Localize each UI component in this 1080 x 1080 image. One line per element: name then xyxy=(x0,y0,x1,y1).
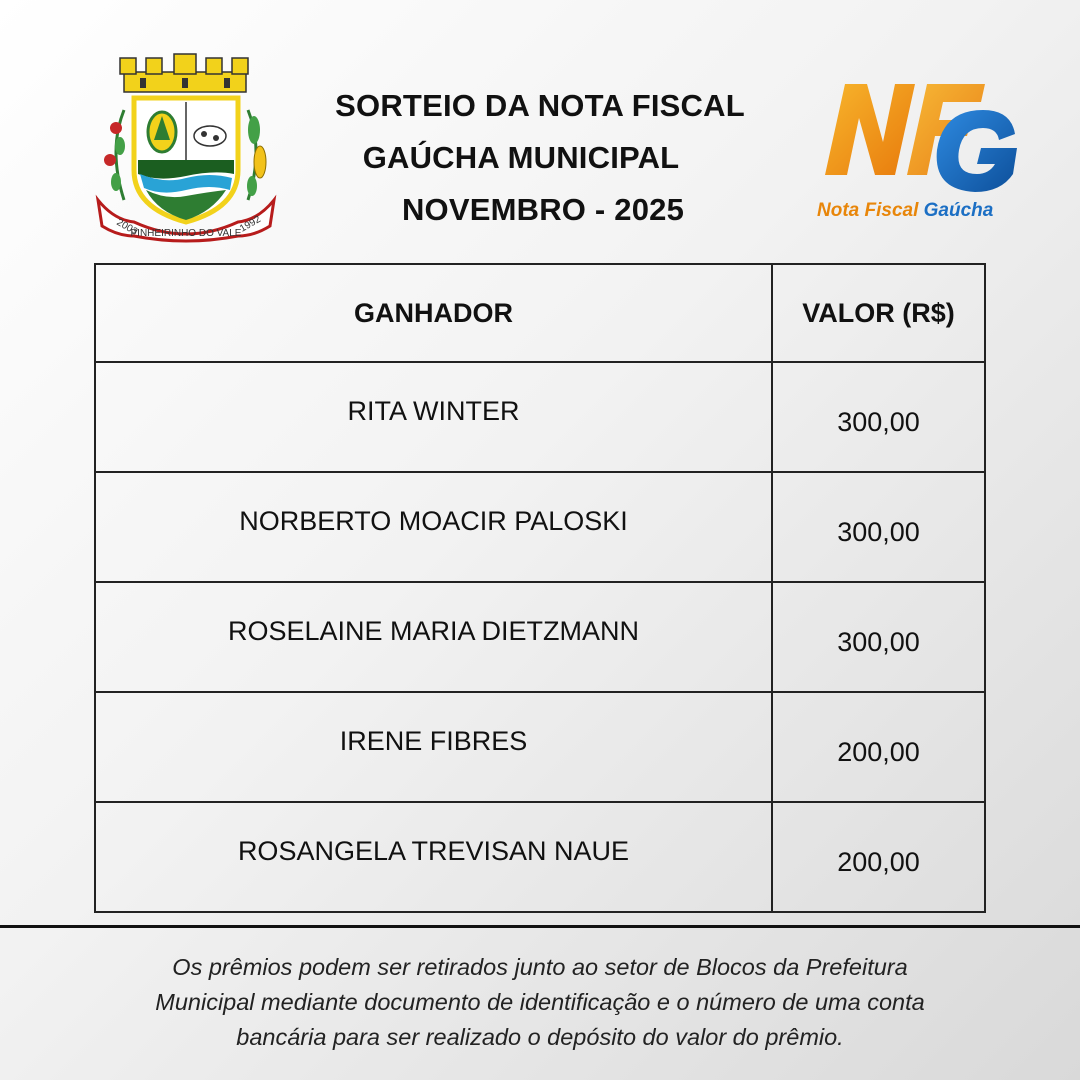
ribbon-year-right: 1992 xyxy=(238,213,263,235)
winner-name: ROSANGELA TREVISAN NAUE xyxy=(95,802,772,912)
table-row xyxy=(95,472,985,582)
column-header-winner: GANHADOR xyxy=(95,264,772,362)
table-row xyxy=(95,582,985,692)
footer-note xyxy=(60,950,1020,1055)
column-header-value: VALOR (R$) xyxy=(772,264,985,362)
prize-value: 200,00 xyxy=(772,692,985,802)
prize-value: 200,00 xyxy=(772,802,985,912)
winner-name: NORBERTO MOACIR PALOSKI xyxy=(95,472,772,582)
table-row xyxy=(95,362,985,472)
footer-divider xyxy=(0,925,1080,928)
ribbon-year-left: 2003 xyxy=(114,217,140,238)
footer-line-2: Municipal mediante documento de identificação e o número de uma conta xyxy=(155,989,925,1015)
nfg-caption-part1: Nota Fiscal xyxy=(817,200,924,221)
winner-name: IRENE FIBRES xyxy=(95,692,772,802)
table-header-row xyxy=(95,264,985,362)
footer-line-3: bancária para ser realizado o depósito do valor do prêmio. xyxy=(236,1024,844,1050)
nfg-caption xyxy=(817,200,1027,222)
nfg-caption-part2: Gaúcha xyxy=(923,200,994,221)
title-line-2: GAÚCHA MUNICIPAL xyxy=(362,140,680,175)
winners-table xyxy=(94,263,986,913)
title-line-3: NOVEMBRO - 2025 xyxy=(401,192,685,227)
municipal-crest-logo xyxy=(94,50,278,244)
title-line-1: SORTEIO DA NOTA FISCAL xyxy=(335,88,745,123)
prize-value: 300,00 xyxy=(772,582,985,692)
winner-name: RITA WINTER xyxy=(95,362,772,472)
prize-value: 300,00 xyxy=(772,472,985,582)
ribbon-town-name: PINHEIRINHO DO VALE xyxy=(130,228,242,239)
footer-line-1: Os prêmios podem ser retirados junto ao setor de Blocos da Prefeitura xyxy=(172,954,908,980)
winner-name: ROSELAINE MARIA DIETZMANN xyxy=(95,582,772,692)
branch-left-icon xyxy=(104,110,125,200)
nfg-letter-n-icon xyxy=(825,84,915,175)
table-row xyxy=(95,692,985,802)
page-title xyxy=(300,80,780,236)
table-row xyxy=(95,802,985,912)
crown-icon xyxy=(120,54,248,92)
prize-value: 300,00 xyxy=(772,362,985,472)
